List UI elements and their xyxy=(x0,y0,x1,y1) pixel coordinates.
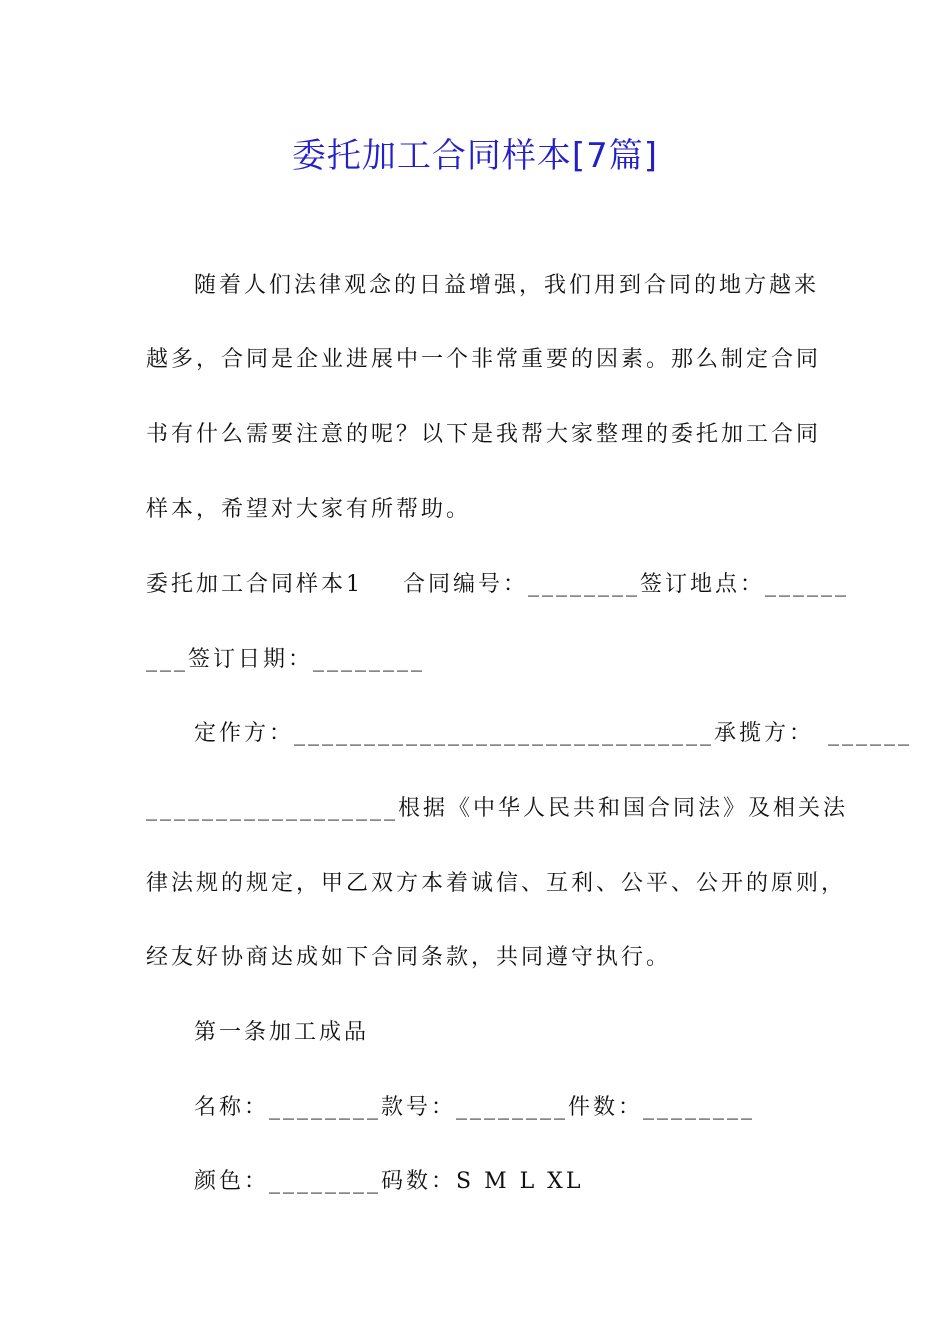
article-1-fields-2: 颜色：________码数：S M L XL xyxy=(194,1169,584,1194)
article-1-title: 第一条加工成品 xyxy=(194,1020,370,1045)
article-1-fields-1: 名称：________款号：________件数：________ xyxy=(194,1095,756,1120)
section-heading: 委托加工合同样本1 xyxy=(146,572,363,597)
party-line: 定作方：______________________________承揽方： ______ xyxy=(194,721,913,746)
intro-line-4: 样本，希望对大家有所帮助。 xyxy=(146,497,472,522)
section-heading-row xyxy=(146,570,850,600)
party-line-cont: __________________根据《中华人民共和国合同法》及相关法 xyxy=(146,796,849,821)
contract-header-fields: 合同编号：________签订地点：______ xyxy=(403,572,850,597)
intro-line-1: 随着人们法律观念的日益增强，我们用到合同的地方越来 xyxy=(194,273,820,298)
body-line-2: 经友好协商达成如下合同条款，共同遵守执行。 xyxy=(146,945,672,970)
contract-header-fields-cont: ___签订日期：________ xyxy=(146,647,426,672)
document-title: 委托加工合同样本[7篇] xyxy=(291,136,659,176)
intro-line-3: 书有什么需要注意的呢？以下是我帮大家整理的委托加工合同 xyxy=(146,422,822,447)
intro-line-2: 越多，合同是企业进展中一个非常重要的因素。那么制定合同 xyxy=(146,347,822,372)
body-line-1: 律法规的规定，甲乙双方本着诚信、互利、公平、公开的原则， xyxy=(146,871,847,896)
